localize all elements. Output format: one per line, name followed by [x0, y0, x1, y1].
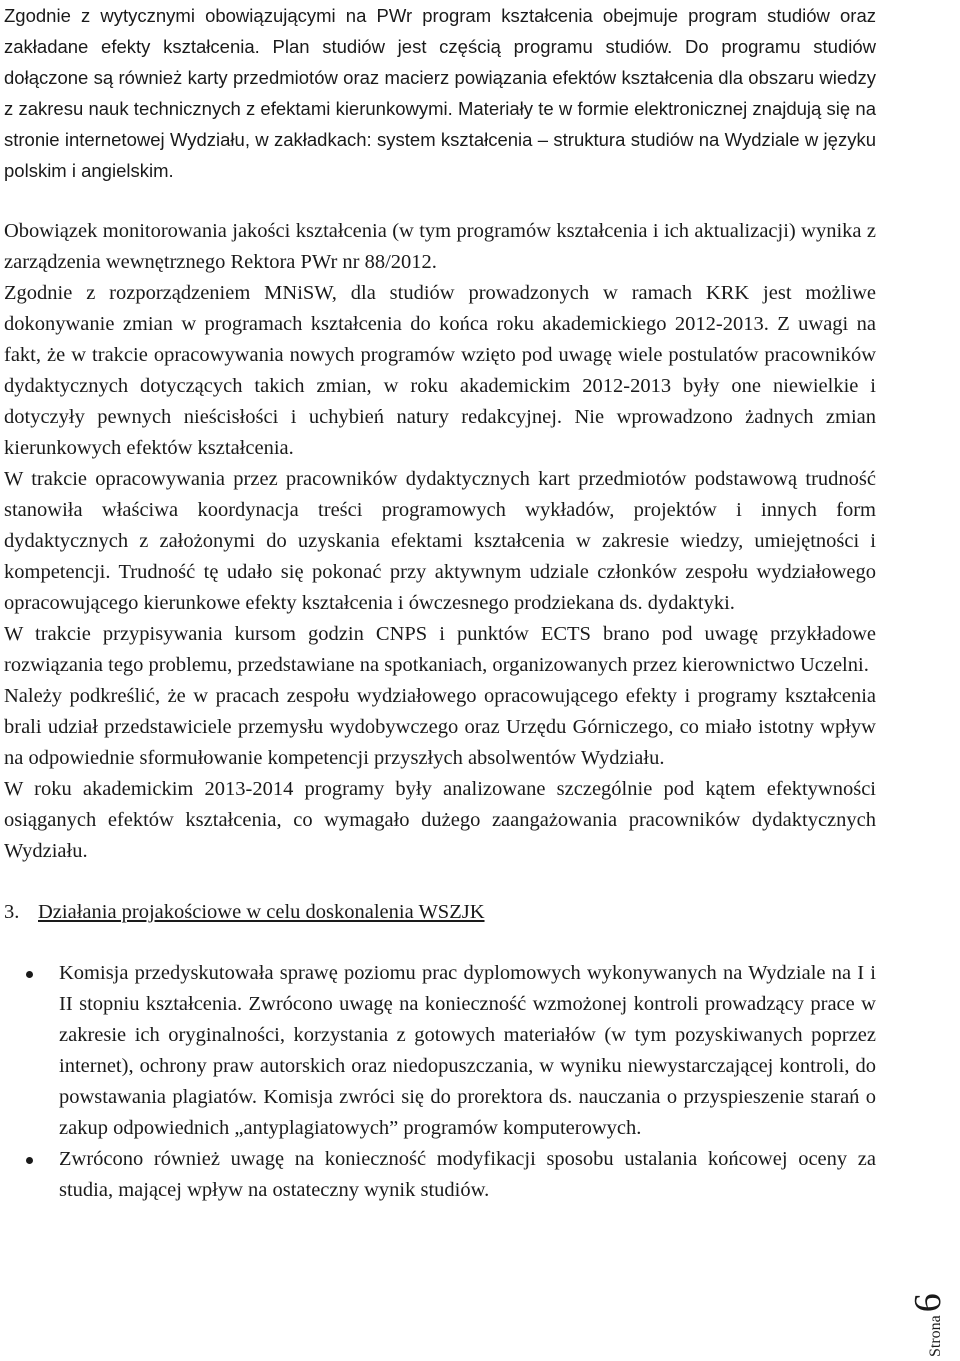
list-item [4, 958, 876, 1144]
page-label: Strona [927, 1315, 944, 1357]
paragraph-quality-monitoring: Obowiązek monitorowania jakości kształcenia (w tym programów kształcenia i ich aktualizacji) wynika z zarządzenia wewnętrznego Rektora PWr nr 88/2012. [4, 220, 876, 273]
list-item [4, 1144, 876, 1206]
bullet-icon [26, 1157, 33, 1164]
paragraph-program-structure: Zgodnie z wytycznymi obowiązującymi na PWr program kształcenia obejmuje program studiów oraz zakładane efekty kształcenia. Plan studiów jest częścią programu studiów. Do programu studiów dołączone są również karty przedmiotów oraz macierz powiązania efektów kształcenia dla obszaru wiedzy z zakresu nauk technicznych z efektami kierunkowymi. Materiały te w formie elektronicznej znajdują się na stronie internetowej Wydziału, w zakładkach: system kształcenia – struktura studiów na Wydziale w języku polskim i angielskim. [4, 5, 876, 181]
page-number-footer [907, 1247, 960, 1357]
paragraph-2013-2014-analysis: W roku akademickim 2013-2014 programy były analizowane szczególnie pod kątem efektywności osiąganych efektów kształcenia, co wymagało dużego zaangażowania pracowników dydaktycznych Wydziału. [4, 778, 876, 862]
page-number: 6 [907, 1293, 949, 1313]
paragraph-course-cards: W trakcie opracowywania przez pracowników dydaktycznych kart przedmiotów podstawową trudność stanowiła właściwa koordynacja treści programowych wykładów, projektów i innych form dydaktycznych z założonymi do uzyskania efektami kształcenia w zakresie wiedzy, umiejętności i kompetencji. Trudność tę udało się pokonać przy aktywnym udziale członków zespołu wydziałowego opracowującego kierunkowe efekty kształcenia i ówczesnego prodziekana ds. dydaktyki. [4, 468, 876, 614]
bullet-icon [26, 971, 33, 978]
section-number: 3. [4, 901, 20, 923]
list-item-text: Zwrócono również uwagę na konieczność modyfikacji sposobu ustalania końcowej oceny za studia, mającej wpływ na ostateczny wynik studiów. [59, 1148, 876, 1201]
bullet-list [4, 958, 876, 1206]
paragraph-cnps-ects: W trakcie przypisywania kursom godzin CNPS i punktów ECTS brano pod uwagę przykładowe rozwiązania tego problemu, przedstawiane na spotkaniach, organizowanych przez kierownictwo Uczelni. [4, 623, 876, 676]
section-heading [4, 897, 876, 928]
section-gap [4, 867, 876, 897]
paragraph-gap [4, 186, 876, 216]
page-content [4, 0, 876, 1206]
paragraph-industry-participation: Należy podkreślić, że w pracach zespołu wydziałowego opracowującego efekty i programy kształcenia brali udział przedstawiciele przemysłu wydobywczego oraz Urzędu Górniczego, co miało istotny wpływ na odpowiednie sformułowanie kompetencji przyszłych absolwentów Wydziału. [4, 685, 876, 769]
section-title: Działania projakościowe w celu doskonalenia WSZJK [38, 901, 485, 923]
paragraph-krk-changes: Zgodnie z rozporządzeniem MNiSW, dla studiów prowadzonych w ramach KRK jest możliwe dokonywanie zmian w programach kształcenia do końca roku akademickiego 2012-2013. Z uwagi na fakt, że w trakcie opracowywania nowych programów wzięto pod uwagę wiele postulatów pracowników dydaktycznych dotyczących takich zmian, w roku akademickim 2012-2013 były one niewielkie i dotyczyły pewnych nieścisłości i uchybień natury redakcyjnej. Nie wprowadzono żadnych zmian kierunkowych efektów kształcenia. [4, 282, 876, 459]
list-gap [4, 928, 876, 958]
list-item-text: Komisja przedyskutowała sprawę poziomu prac dyplomowych wykonywanych na Wydziale na I i II stopniu kształcenia. Zwrócono uwagę na konieczność wzmożonej kontroli prowadzący prace w zakresie ich oryginalności, korzystania z gotowych materiałów (w tym pozyskiwanych poprzez internet), ochrony praw autorskich oraz niedopuszczania, w wyniku niewystarczającej kontroli, do powstawania plagiatów. Komisja zwróci się do prorektora ds. nauczania o przyspieszenie starań o zakup odpowiednich „antyplagiatowych” programów komputerowych. [59, 962, 876, 1139]
